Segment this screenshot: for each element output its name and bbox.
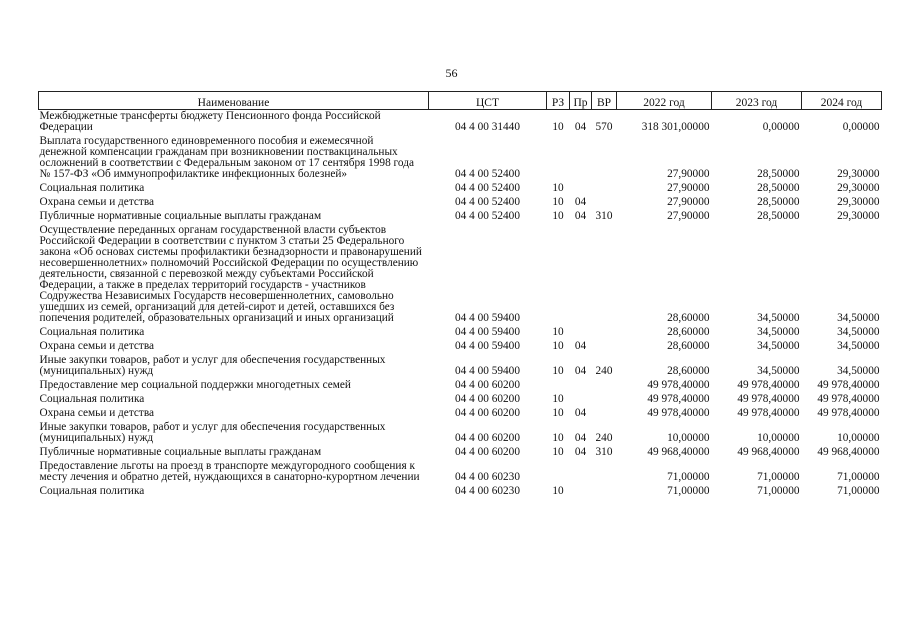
row-rz — [547, 224, 570, 326]
row-value-2024: 34,50000 — [837, 312, 880, 324]
row-value-2023: 10,00000 — [757, 432, 800, 444]
row-name: Охрана семьи и детства — [39, 340, 155, 352]
header-2023: 2023 год — [712, 92, 802, 110]
row-rz: 10 — [552, 210, 564, 222]
row-pr: 04 — [574, 210, 587, 222]
row-value-2024: 29,30000 — [837, 196, 880, 208]
row-value-2024: 34,50000 — [837, 365, 880, 377]
row-rz: 10 — [552, 365, 564, 377]
row-cst: 04 4 00 60200 — [455, 379, 520, 391]
row-value-2023: 28,50000 — [757, 182, 800, 194]
row-name: Социальная политика — [39, 485, 145, 497]
row-value-2022: 49 968,40000 — [647, 446, 710, 458]
row-rz — [547, 379, 570, 393]
row-vr — [592, 326, 617, 340]
row-value-2023: 0,00000 — [762, 121, 800, 133]
header-pr: Пр — [570, 92, 592, 110]
row-vr — [592, 340, 617, 354]
row-cst: 04 4 00 60200 — [455, 446, 520, 458]
row-rz: 10 — [552, 121, 564, 133]
row-name: Выплата государственного единовременного пособия и ежемесячной денежной компенсации гражданам при возникновении поствакцинальных осложнений в соответствии с Федеральным законом от 17 сентября 1998 года № 157-ФЗ «Об иммунопрофилактике инфекционных болезней» — [39, 135, 414, 180]
row-vr — [592, 407, 617, 421]
row-value-2022: 71,00000 — [667, 485, 710, 497]
row-vr — [592, 393, 617, 407]
row-vr: 240 — [595, 432, 613, 444]
row-value-2024: 29,30000 — [837, 168, 880, 180]
row-pr: 04 — [574, 121, 587, 133]
row-value-2022: 49 978,40000 — [647, 393, 710, 405]
table-row — [39, 485, 882, 499]
row-rz: 10 — [552, 485, 564, 497]
row-value-2024: 49 978,40000 — [817, 393, 880, 405]
row-value-2023: 34,50000 — [757, 312, 800, 324]
row-value-2023: 28,50000 — [757, 168, 800, 180]
table-row — [39, 182, 882, 196]
row-name: Осуществление переданных органам государственной власти субъектов Российской Федерации в соответствии с пунктом 3 статьи 25 Федерального закона «Об основах системы профилактики безнадзорности и правонарушений несовершеннолетних» полномочий Российской Федерации по осуществлению деятельности, связанной с перевозкой между субъектами Российской Федерации, а также в пределах территорий государств - участников Содружества Независимых Государств несовершеннолетних, самовольно ушедших из семей, организаций для детей-сирот и детей, оставшихся без попечения родителей, образовательных организаций и иных организаций — [39, 224, 422, 324]
row-value-2023: 71,00000 — [757, 485, 800, 497]
row-value-2023: 28,50000 — [757, 210, 800, 222]
row-value-2023: 34,50000 — [757, 326, 800, 338]
table-row — [39, 196, 882, 210]
row-cst: 04 4 00 60200 — [455, 432, 520, 444]
row-pr: 04 — [574, 407, 587, 419]
row-vr — [592, 182, 617, 196]
row-rz — [547, 135, 570, 182]
row-cst: 04 4 00 52400 — [455, 182, 520, 194]
row-cst: 04 4 00 60200 — [455, 393, 520, 405]
row-pr: 04 — [574, 196, 587, 208]
row-cst: 04 4 00 59400 — [455, 365, 520, 377]
row-name: Публичные нормативные социальные выплаты гражданам — [39, 446, 322, 458]
row-cst: 04 4 00 60230 — [455, 485, 520, 497]
row-value-2022: 71,00000 — [667, 471, 710, 483]
row-value-2022: 28,60000 — [667, 312, 710, 324]
row-pr: 04 — [574, 432, 587, 444]
table-row — [39, 446, 882, 460]
row-cst: 04 4 00 52400 — [455, 210, 520, 222]
row-value-2024: 29,30000 — [837, 210, 880, 222]
table-row — [39, 224, 882, 326]
row-name: Межбюджетные трансферты бюджету Пенсионного фонда Российской Федерации — [39, 110, 381, 133]
row-cst: 04 4 00 31440 — [455, 121, 520, 133]
row-pr: 04 — [574, 446, 587, 458]
row-rz: 10 — [552, 182, 564, 194]
row-value-2024: 49 978,40000 — [817, 407, 880, 419]
table-row — [39, 354, 882, 379]
row-pr — [570, 460, 592, 485]
row-value-2022: 10,00000 — [667, 432, 710, 444]
row-pr — [570, 182, 592, 196]
row-vr — [592, 224, 617, 326]
row-value-2022: 318 301,00000 — [641, 121, 710, 133]
row-vr: 310 — [595, 210, 613, 222]
row-value-2022: 49 978,40000 — [647, 407, 710, 419]
row-value-2022: 28,60000 — [667, 365, 710, 377]
row-value-2023: 49 978,40000 — [737, 393, 800, 405]
row-name: Социальная политика — [39, 393, 145, 405]
row-value-2022: 27,90000 — [667, 210, 710, 222]
table-header-row — [39, 92, 882, 110]
row-value-2022: 27,90000 — [667, 196, 710, 208]
row-pr — [570, 224, 592, 326]
row-value-2024: 29,30000 — [837, 182, 880, 194]
row-cst: 04 4 00 59400 — [455, 326, 520, 338]
row-name: Охрана семьи и детства — [39, 407, 155, 419]
table-row — [39, 135, 882, 182]
row-name: Публичные нормативные социальные выплаты гражданам — [39, 210, 322, 222]
row-name: Социальная политика — [39, 326, 145, 338]
row-cst: 04 4 00 60230 — [455, 471, 520, 483]
table-row — [39, 340, 882, 354]
row-value-2023: 71,00000 — [757, 471, 800, 483]
row-pr: 04 — [574, 365, 587, 377]
row-value-2024: 34,50000 — [837, 326, 880, 338]
row-pr — [570, 135, 592, 182]
row-value-2024: 71,00000 — [837, 471, 880, 483]
table-row — [39, 326, 882, 340]
row-value-2024: 10,00000 — [837, 432, 880, 444]
row-rz: 10 — [552, 326, 564, 338]
row-pr — [570, 485, 592, 499]
table-row — [39, 110, 882, 136]
row-value-2024: 34,50000 — [837, 340, 880, 352]
row-name: Предоставление мер социальной поддержки многодетных семей — [39, 379, 351, 391]
row-name: Охрана семьи и детства — [39, 196, 155, 208]
table-row — [39, 407, 882, 421]
row-name: Предоставление льготы на проезд в транспорте междугородного сообщения к месту лечения и обратно детей, нуждающихся в санаторно-курортном лечении — [39, 460, 420, 483]
row-value-2023: 49 978,40000 — [737, 407, 800, 419]
row-rz — [547, 460, 570, 485]
header-rz: РЗ — [547, 92, 570, 110]
budget-table — [38, 91, 882, 499]
row-vr — [592, 460, 617, 485]
row-vr — [592, 379, 617, 393]
row-value-2022: 27,90000 — [667, 168, 710, 180]
row-cst: 04 4 00 60200 — [455, 407, 520, 419]
row-name: Социальная политика — [39, 182, 145, 194]
row-pr: 04 — [574, 340, 587, 352]
header-2022: 2022 год — [617, 92, 712, 110]
row-rz: 10 — [552, 446, 564, 458]
table-row — [39, 210, 882, 224]
row-cst: 04 4 00 52400 — [455, 168, 520, 180]
row-value-2022: 28,60000 — [667, 340, 710, 352]
table-row — [39, 421, 882, 446]
row-name: Иные закупки товаров, работ и услуг для обеспечения государственных (муниципальных) нужд — [39, 354, 386, 377]
row-value-2023: 34,50000 — [757, 365, 800, 377]
row-vr: 310 — [595, 446, 613, 458]
row-rz: 10 — [552, 340, 564, 352]
row-pr — [570, 379, 592, 393]
row-value-2022: 28,60000 — [667, 326, 710, 338]
table-row — [39, 393, 882, 407]
row-rz: 10 — [552, 393, 564, 405]
row-vr: 240 — [595, 365, 613, 377]
row-value-2024: 71,00000 — [837, 485, 880, 497]
row-value-2023: 28,50000 — [757, 196, 800, 208]
row-pr — [570, 326, 592, 340]
row-name: Иные закупки товаров, работ и услуг для обеспечения государственных (муниципальных) нужд — [39, 421, 386, 444]
table-row — [39, 379, 882, 393]
header-2024: 2024 год — [802, 92, 882, 110]
row-pr — [570, 393, 592, 407]
row-cst: 04 4 00 52400 — [455, 196, 520, 208]
table-row — [39, 460, 882, 485]
row-value-2024: 49 978,40000 — [817, 379, 880, 391]
row-value-2024: 0,00000 — [842, 121, 880, 133]
header-name: Наименование — [39, 92, 429, 110]
row-vr — [592, 485, 617, 499]
row-vr — [592, 135, 617, 182]
row-value-2022: 27,90000 — [667, 182, 710, 194]
row-value-2024: 49 968,40000 — [817, 446, 880, 458]
header-cst: ЦСТ — [429, 92, 547, 110]
row-value-2022: 49 978,40000 — [647, 379, 710, 391]
row-cst: 04 4 00 59400 — [455, 340, 520, 352]
page-number: 56 — [445, 66, 458, 80]
row-value-2023: 49 978,40000 — [737, 379, 800, 391]
row-cst: 04 4 00 59400 — [455, 312, 520, 324]
row-value-2023: 49 968,40000 — [737, 446, 800, 458]
row-rz: 10 — [552, 432, 564, 444]
row-rz: 10 — [552, 407, 564, 419]
row-value-2023: 34,50000 — [757, 340, 800, 352]
header-vr: ВР — [592, 92, 617, 110]
row-vr — [592, 196, 617, 210]
row-vr: 570 — [595, 121, 613, 133]
row-rz: 10 — [552, 196, 564, 208]
